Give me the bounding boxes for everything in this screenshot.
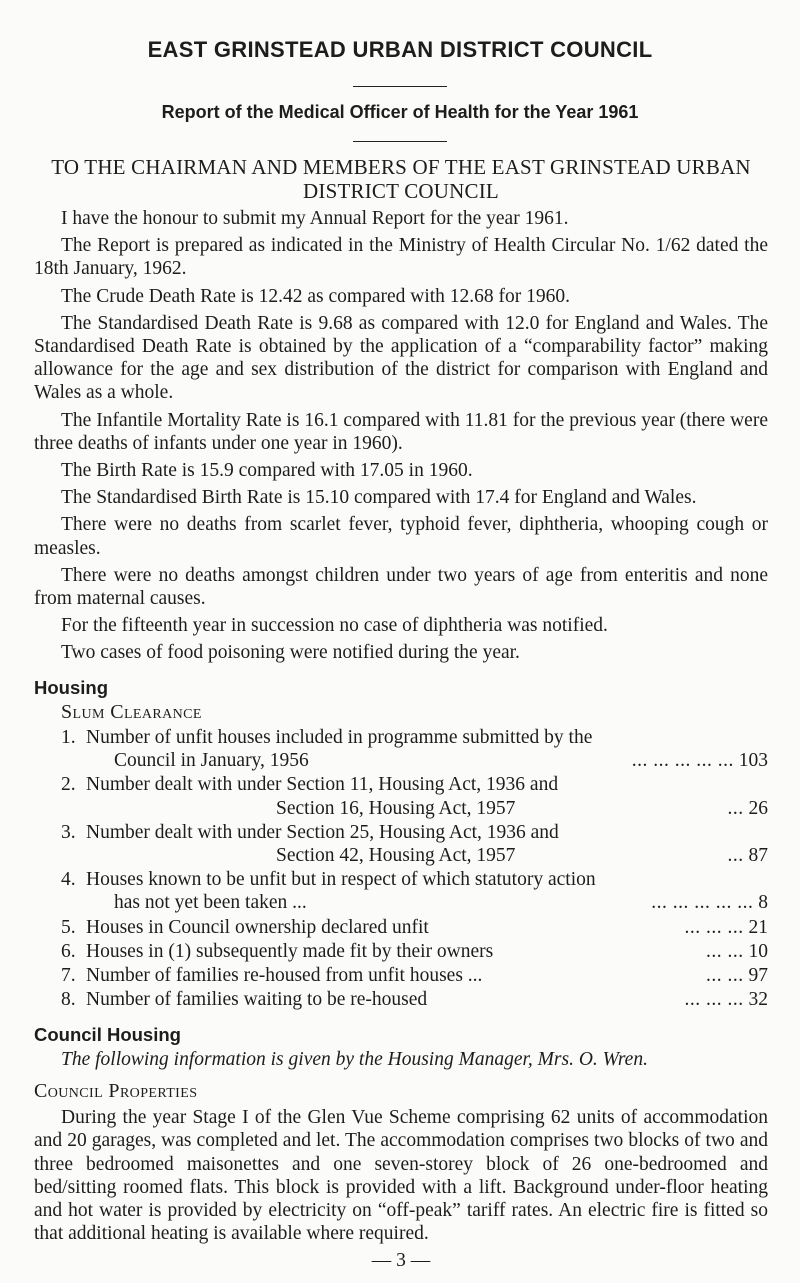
list-item	[34, 868, 768, 914]
paragraph: There were no deaths amongst children under two years of age from enteritis and none from maternal causes.	[34, 564, 768, 610]
paragraph: Two cases of food poisoning were notified during the year.	[61, 642, 520, 664]
item-text: Number of unfit houses included in programme submitted by the	[86, 727, 593, 749]
item-value: 103	[738, 750, 768, 772]
housing-heading: Housing	[34, 676, 108, 698]
item-value: 10	[748, 940, 768, 962]
item-leader-dots: ... ... ...	[684, 989, 744, 1011]
report-title: Report of the Medical Officer of Health for the Year 1961	[161, 102, 639, 122]
item-leader-dots: ... ... ... ... ...	[651, 892, 754, 914]
list-item	[34, 940, 768, 963]
addressee: TO THE CHAIRMAN AND MEMBERS OF THE EAST GRINSTEAD URBAN DISTRICT COUNCIL	[51, 155, 751, 203]
council-title: EAST GRINSTEAD URBAN DISTRICT COUNCIL	[147, 37, 653, 62]
item-text-continued: Council in January, 1956	[114, 750, 309, 772]
item-text: Number of families re-housed from unfit houses ...	[86, 965, 483, 987]
paragraph: The Crude Death Rate is 12.42 as compared with 12.68 for 1960.	[61, 285, 571, 307]
item-number: 3.	[61, 821, 76, 843]
paragraph: The Birth Rate is 15.9 compared with 17.05 in 1960.	[61, 460, 473, 482]
list-item	[34, 726, 768, 772]
paragraph: The Report is prepared as indicated in the Ministry of Health Circular No. 1/62 dated the 18th January, 1962.	[34, 235, 768, 280]
list-item	[34, 964, 768, 987]
paragraph: The Standardised Death Rate is 9.68 as compared with 12.0 for England and Wales. The Standardised Death Rate is obtained by the application of a “comparability factor” making allowance for the age and sex distribution of the district for comparison with England and Wales as a whole.	[34, 312, 768, 404]
page-number: — 3 —	[371, 1250, 431, 1272]
item-number: 6.	[61, 940, 76, 962]
item-leader-dots: ...	[727, 845, 744, 867]
item-value: 97	[748, 965, 768, 987]
title-divider	[353, 86, 447, 87]
item-number: 7.	[61, 965, 76, 987]
item-value: 32	[748, 989, 768, 1011]
item-value: 26	[748, 797, 768, 819]
council-housing-heading: Council Housing	[34, 1023, 181, 1045]
list-item	[34, 821, 768, 867]
list-item	[34, 773, 768, 819]
item-text: Number dealt with under Section 11, Housing Act, 1936 and	[86, 774, 559, 796]
item-text-continued: Section 16, Housing Act, 1957	[276, 797, 516, 819]
council-properties-subheading: Council Properties	[34, 1079, 198, 1102]
paragraph: The Infantile Mortality Rate is 16.1 compared with 11.81 for the previous year (there were three deaths of infants under one year in 1960).	[34, 409, 768, 454]
item-text: Houses in (1) subsequently made fit by their owners	[86, 940, 494, 962]
slum-clearance-subheading: Slum Clearance	[61, 700, 202, 723]
paragraph: During the year Stage I of the Glen Vue Scheme comprising 62 units of accommodation and 20 garages, was completed and let. The accommodation comprises two blocks of two and three bedroomed maisonettes and one seven-storey block of 26 one-bedroomed and bed/sitting roomed flats. This block is provided with a lift. Background under-floor heating and hot water is provided by electricity on “off-peak” tariff rates. An electric fire is fitted so that additional heating is available where required.	[34, 1107, 768, 1245]
housing-manager-note: The following information is given by the Housing Manager, Mrs. O. Wren.	[61, 1048, 648, 1070]
item-text: Number of families waiting to be re-housed	[86, 989, 428, 1011]
item-number: 1.	[61, 727, 76, 749]
item-value: 21	[748, 916, 768, 938]
item-number: 2.	[61, 774, 76, 796]
paragraph: For the fifteenth year in succession no case of diphtheria was notified.	[61, 615, 608, 637]
item-number: 8.	[61, 989, 76, 1011]
item-leader-dots: ... ...	[706, 940, 744, 962]
item-text-continued: has not yet been taken ...	[114, 892, 307, 914]
item-number: 4.	[61, 869, 76, 891]
item-text: Houses known to be unfit but in respect of which statutory action	[86, 869, 596, 891]
paragraph: I have the honour to submit my Annual Report for the year 1961.	[61, 208, 569, 229]
item-leader-dots: ... ... ... ... ...	[631, 750, 734, 772]
report-body	[34, 155, 768, 1273]
item-text: Houses in Council ownership declared unfit	[86, 916, 429, 938]
item-value: 8	[758, 892, 768, 914]
paragraph: The Standardised Birth Rate is 15.10 compared with 17.4 for England and Wales.	[61, 487, 697, 509]
item-number: 5.	[61, 916, 76, 938]
item-leader-dots: ...	[727, 797, 744, 819]
title-divider	[353, 141, 447, 142]
item-value: 87	[748, 845, 768, 867]
list-item	[34, 988, 768, 1011]
list-item	[34, 916, 768, 939]
paragraph: There were no deaths from scarlet fever, typhoid fever, diphtheria, whooping cough or measles.	[34, 514, 768, 559]
item-leader-dots: ... ... ...	[684, 916, 744, 938]
item-text: Number dealt with under Section 25, Housing Act, 1936 and	[86, 821, 559, 843]
item-text-continued: Section 42, Housing Act, 1957	[276, 845, 516, 867]
item-leader-dots: ... ...	[706, 965, 744, 987]
